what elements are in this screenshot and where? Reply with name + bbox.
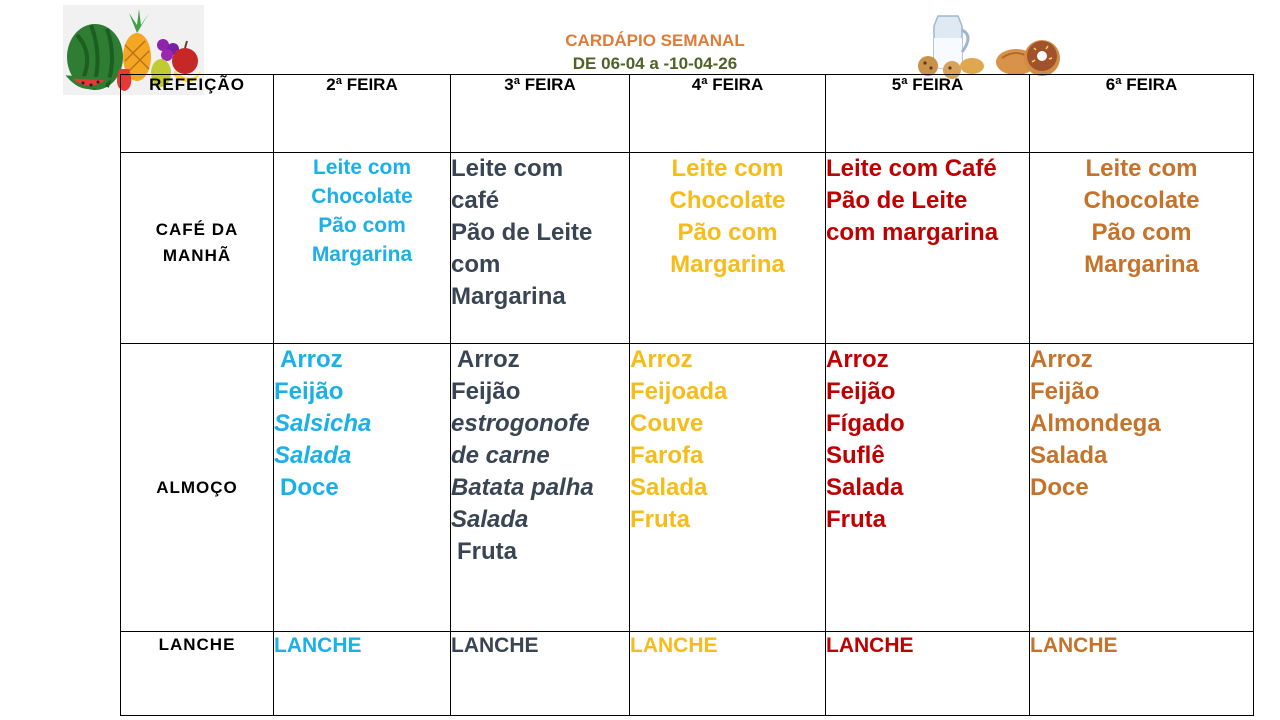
menu-item: Feijão xyxy=(1030,378,1100,405)
menu-item: com margarina xyxy=(826,219,999,246)
breakfast-thursday xyxy=(826,153,1030,344)
menu-item: Pão de Leite xyxy=(826,187,968,214)
header-row xyxy=(121,75,1254,153)
snack-row xyxy=(121,632,1254,716)
menu-item: Margarina xyxy=(1084,251,1199,278)
menu-item: Chocolate xyxy=(669,187,786,214)
menu-item: Fruta xyxy=(630,506,690,533)
lunch-monday xyxy=(274,344,451,632)
col-header-wednesday: 4ª FEIRA xyxy=(630,75,826,153)
menu-item: café xyxy=(451,187,500,214)
weekly-menu-table xyxy=(120,74,1254,716)
col-header-tuesday: 3ª FEIRA xyxy=(451,75,630,153)
menu-item: Feijão xyxy=(826,378,896,405)
snack-friday: LANCHE xyxy=(1030,632,1254,716)
snack-tuesday: LANCHE xyxy=(451,632,630,716)
breakfast-tuesday xyxy=(451,153,630,344)
menu-item: Leite com xyxy=(451,155,564,182)
snack-wednesday: LANCHE xyxy=(630,632,826,716)
row-label-snack: LANCHE xyxy=(121,632,274,716)
lunch-tuesday xyxy=(451,344,630,632)
menu-item: Margarina xyxy=(311,243,413,266)
menu-item: Pão com xyxy=(318,214,406,237)
col-header-monday: 2ª FEIRA xyxy=(274,75,451,153)
menu-item: Salada xyxy=(274,442,352,469)
col-header-meal: REFEIÇÃO xyxy=(121,75,274,153)
lunch-friday xyxy=(1030,344,1254,632)
menu-item: de carne xyxy=(451,442,550,469)
col-header-friday: 6ª FEIRA xyxy=(1030,75,1254,153)
menu-item: estrogonofe xyxy=(451,410,590,437)
menu-item: Chocolate xyxy=(1083,187,1200,214)
menu-item: com xyxy=(451,251,501,278)
menu-item: Batata palha xyxy=(451,474,594,501)
menu-item: Arroz xyxy=(1030,346,1093,373)
menu-item: Arroz xyxy=(826,346,889,373)
menu-item: Arroz xyxy=(630,346,693,373)
breakfast-monday xyxy=(274,153,451,344)
menu-item: Doce xyxy=(1030,474,1089,501)
menu-item: Salada xyxy=(630,474,708,501)
snack-thursday: LANCHE xyxy=(826,632,1030,716)
menu-date-range: DE 06-04 a -10-04-26 xyxy=(572,54,738,73)
menu-item: Arroz xyxy=(457,346,520,373)
row-label-breakfast xyxy=(121,153,274,344)
menu-item: Feijão xyxy=(451,378,521,405)
menu-item: Chocolate xyxy=(311,185,413,208)
lunch-thursday xyxy=(826,344,1030,632)
menu-item: Feijão xyxy=(274,378,344,405)
row-label-breakfast-line2: MANHÃ xyxy=(162,246,232,265)
menu-item: Fruta xyxy=(457,538,517,565)
breakfast-row xyxy=(121,153,1254,344)
menu-title: CARDÁPIO SEMANAL xyxy=(565,31,745,50)
menu-item: Leite com xyxy=(1085,155,1198,182)
menu-item: Fruta xyxy=(826,506,886,533)
menu-item: Pão de Leite xyxy=(451,219,593,246)
breakfast-wednesday xyxy=(630,153,826,344)
menu-item: Salada xyxy=(826,474,904,501)
breakfast-friday xyxy=(1030,153,1254,344)
row-label-breakfast-line1: CAFÉ DA xyxy=(155,220,239,239)
snack-monday: LANCHE xyxy=(274,632,451,716)
col-header-thursday: 5ª FEIRA xyxy=(826,75,1030,153)
menu-item: Couve xyxy=(630,410,704,437)
milk-bread-donuts-illustration xyxy=(912,8,1072,82)
menu-item: Leite com xyxy=(671,155,784,182)
menu-item: Margarina xyxy=(670,251,785,278)
menu-item: Salada xyxy=(1030,442,1108,469)
menu-item: Feijoada xyxy=(630,378,728,405)
menu-item: Fígado xyxy=(826,410,905,437)
lunch-wednesday xyxy=(630,344,826,632)
menu-item: Almondega xyxy=(1030,410,1161,437)
menu-item: Arroz xyxy=(280,346,343,373)
menu-item: Farofa xyxy=(630,442,704,469)
menu-item: Margarina xyxy=(451,283,566,310)
row-label-lunch: ALMOÇO xyxy=(121,344,274,632)
menu-item: Salsicha xyxy=(274,410,372,437)
menu-item: Salada xyxy=(451,506,529,533)
menu-item: Pão com xyxy=(1091,219,1192,246)
menu-item: Leite com xyxy=(312,156,412,179)
menu-item: Doce xyxy=(280,474,339,501)
menu-item: Pão com xyxy=(677,219,778,246)
menu-item: Leite com Café xyxy=(826,155,997,182)
lunch-row xyxy=(121,344,1254,632)
menu-item: Suflê xyxy=(826,442,885,469)
